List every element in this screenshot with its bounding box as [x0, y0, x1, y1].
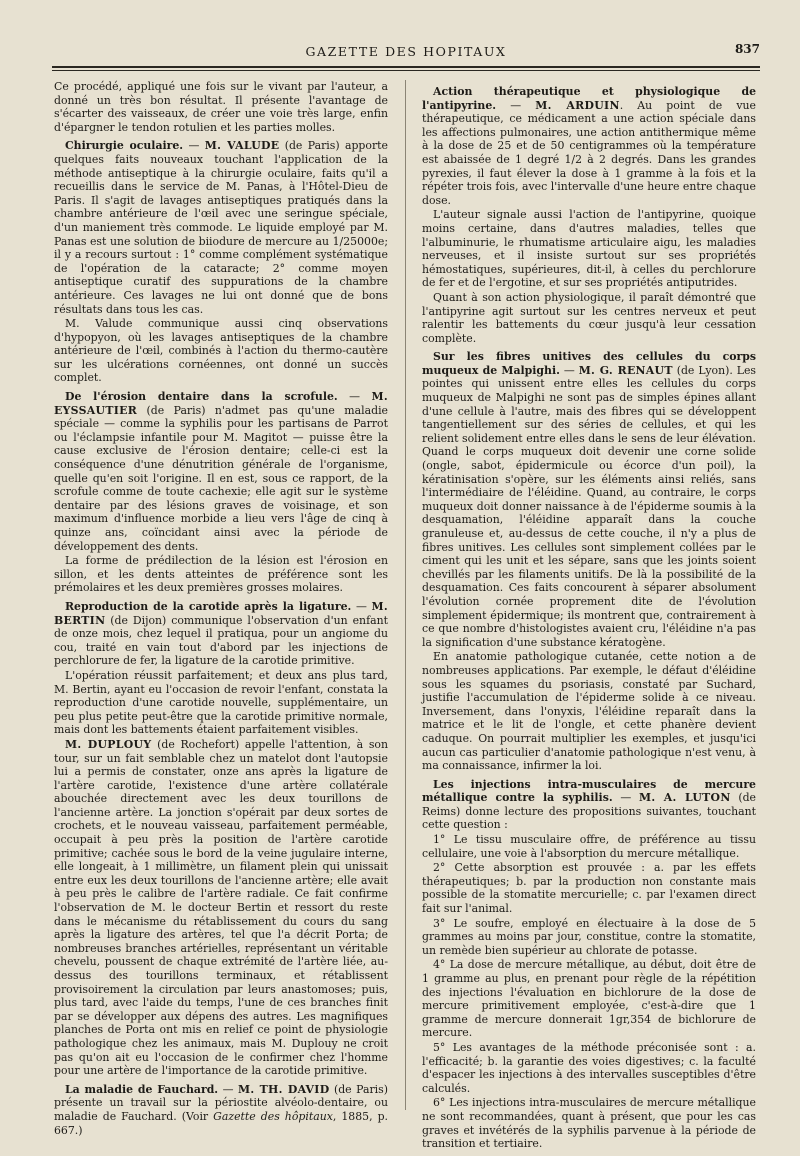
section-heading: La maladie de Fauchard.: [65, 1082, 219, 1096]
author-name: M. G. RENAUT: [578, 363, 673, 377]
paragraph-text: (de Paris) présente un travail sur la périostite alvéolo-dentaire, ou maladie de Fauchard. (Voir: [54, 1082, 388, 1123]
paragraph-text: 6° Les injections intra-musculaires de mercure métallique ne sont recommandées, quant à présent, que pour les cas graves et invétérés de la syphilis parvenue à la période de transition et tertiaire.: [422, 1096, 756, 1151]
paragraph-text: 3° Le soufre, employé en électuaire à la dose de 5 grammes au moins par jour, constitue, contre la stomatite, un remède bien supérieur au chlorate de potasse.: [422, 916, 756, 957]
paragraph: [422, 1041, 756, 1095]
paragraph: [422, 650, 756, 772]
paragraph: [422, 208, 756, 290]
paragraph: [422, 833, 756, 860]
heading-dash: —: [183, 139, 205, 153]
paragraph-text: 4° La dose de mercure métallique, au début, doit être de 1 gramme au plus, en prenant pour règle de la répétition des injections l'évaluation en bichlorure de la dose de mercure primitivement employée, c'est-à-dire que 1 gramme de mercure donnerait 1gr,354 de bichlorure de mercure.: [422, 958, 756, 1040]
right-column: [422, 80, 756, 1152]
section-paragraph: [422, 85, 756, 207]
heading-dash: —: [351, 599, 372, 613]
section-heading: Sur les fibres unitives des cellules du corps muqueux de Malpighi.: [422, 350, 756, 377]
paragraph: [54, 80, 388, 134]
heading-dash: —: [218, 1082, 239, 1096]
header-rule-thick: [52, 66, 760, 68]
paragraph: [54, 554, 388, 595]
paragraph-text: En anatomie pathologique cutanée, cette notion a de nombreuses applications. Par exemple, le défaut d'éléidine sous les squames du psoriasis, constaté par Suchard, justifie l'accumulation de l'épiderme solide à ce niveau. Inversement, dans l'onyxis, l'éléidine reparaît dans la matrice et le lit de l'ongle, et cette phanère devient caduque. On pourrait multiplier les exemples, et jusqu'ici aucun cas particulier d'anatomie pathologique n'est venu, à ma connaissance, infirmer la loi.: [422, 650, 756, 773]
paragraph: [54, 738, 388, 1078]
heading-dash: —: [496, 98, 536, 112]
paragraph-text: (de Dijon) communique l'observation d'un enfant de onze mois, chez lequel il pratiqua, pour un angiome du cou, traité en vain tout d'abord par les injections de perchlorure de fer, la ligature de la carotide primitive.: [54, 613, 388, 668]
paragraph: [422, 861, 756, 915]
paragraph-text: M. Valude communique aussi cinq observations d'hypopyon, où les lavages antiseptiques de la chambre antérieure de l'œil, combinés à l'action du thermo-cautère sur les ulcérations cornéennes, ont donné un succès complet.: [54, 317, 388, 385]
section-paragraph: [54, 600, 388, 668]
section-heading: Chirurgie oculaire.: [65, 139, 184, 153]
section-paragraph: [54, 1083, 388, 1137]
heading-dash: —: [337, 390, 372, 404]
section-heading: De l'érosion dentaire dans la scrofule.: [65, 390, 338, 404]
paragraph-text: (de Paris) n'admet pas qu'une maladie spéciale — comme la syphilis pour les partisans de Parrot ou l'éclampsie infantile pour M. Magitot — puisse être la cause exclusive de l'érosion dentaire; celle-ci est la conséquence d'une dénutrition générale de l'organisme, quelle qu'en soit l'origine. Il en est, sous ce rapport, de la scrofule comme de toute cachexie; elle agit sur le système dentaire par des lésions graves de voisinage, et son maximum d'influence morbide a lieu vers l'âge de cinq à quinze ans, coïncidant ainsi avec la période de développement des dents.: [54, 403, 388, 553]
paragraph-text: L'auteur signale aussi l'action de l'antipyrine, quoique moins certaine, dans d'autres maladies, telles que l'albuminurie, le rhumatisme articulaire aigu, les maladies nerveuses, et il insiste surtout sur ses propriétés hémostatiques, supérieures, dit-il, à celles du perchlorure de fer et de l'ergotine, et sur ses propriétés antiputrides.: [422, 208, 756, 290]
paragraph: [422, 917, 756, 958]
paragraph-text: Quant à son action physiologique, il paraît démontré que l'antipyrine agit surtout sur les centres nerveux et peut ralentir les battements du cœur jusqu'à leur cessation complète.: [422, 290, 756, 345]
author-name: M. EYSSAUTIER: [54, 390, 388, 417]
author-name: M. ARDUIN: [535, 98, 620, 112]
paragraph-text: La forme de prédilection de la lésion est l'érosion en sillon, et les dents atteintes de préférence sont les prémolaires et les deux premières grosses molaires.: [54, 554, 388, 595]
paragraph-text: (de Rochefort) appelle l'attention, à son tour, sur un fait semblable chez un matelot dont l'autopsie lui a permis de constater, onze ans après la ligature de l'artère carotide, l'existence d'une artère collatérale abouchée directement avec les deux tourillons de l'ancienne artère. La jonction s'opérait par deux sortes de crochets, et le nouveau vaisseau, parfaitement perméable, occupait à peu près la position de l'artère carotide primitive; cachée sous le bord de la veine jugulaire interne, elle longeait, à 1 millimètre, un filament plein qui unissait entre eux les deux tourillons de l'ancienne artère; elle avait à peu près le calibre de l'artère radiale. Ce fait confirme l'observation de M. le docteur Bertin et ressort du reste dans le mécanisme du rétablissement du cours du sang après la ligature des artères, tel que l'a décrit Porta; de nombreuses branches artérielles, représentant un véritable chevelu, poussent de chaque extrémité de l'artère liée, au-dessus des tourillons terminaux, et rétablissent provisoirement la circulation par leurs anastomoses; puis, plus tard, avec l'aide du temps, l'une de ces branches finit par se développer aux dépens des autres. Les magnifiques planches de Porta ont mis en relief ce point de physiologie pathologique chez les animaux, mais M. Duplouy ne croit pas qu'on ait eu l'occasion de le confirmer chez l'homme pour une artère de l'importance de la carotide primitive.: [54, 737, 388, 1078]
section-heading: Action thérapeutique et physiologique de l'antipyrine.: [422, 85, 756, 112]
section-heading: Reproduction de la carotide après la ligature.: [65, 599, 352, 613]
page-header: [52, 42, 760, 64]
author-name: M. TH. DAVID: [238, 1082, 330, 1096]
paragraph-text: (de Paris) apporte quelques faits nouveaux touchant l'application de la méthode antiseptique à la chirurgie oculaire, faits qu'il a recueillis dans le service de M. Panas, à l'Hôtel-Dieu de Paris. Il s'agit de lavages antiseptiques pratiqués dans la chambre antérieure de l'œil avec une seringue spéciale, d'un maniement très commode. Le liquide employé par M. Panas est une solution de biiodure de mercure au 1/25000e; il y a recours surtout : 1° comme complément systématique de l'opération de la cataracte; 2° comme moyen antiseptique curatif des suppurations de la chambre antérieure. Ces lavages ne lui ont donné que de bons résultats dans tous les cas.: [54, 139, 388, 316]
paragraph-text: (de Reims) donne lecture des propositions suivantes, touchant cette question :: [422, 791, 756, 832]
section-paragraph: [54, 139, 388, 316]
page-number: 837: [734, 42, 760, 56]
author-name: M. BERTIN: [54, 599, 388, 627]
paragraph: [54, 317, 388, 385]
paragraph-text: (de Lyon). Les pointes qui unissent entre elles les cellules du corps muqueux de Malpighi ne sont pas de simples épines allant d'une cellule à l'autre, mais des fibres qui se développent tangentiellement sur des séries de cellules, et qui les relient solidement entre elles dans le sens de leur élévation. Quand le corps muqueux doit devenir une corne solide (ongle, sabot, épidermicule ou écorce d'un poil), la kératinisation s'opère, sur les éléments ainsi reliés, sans l'intermédiaire de l'éléidine. Quand, au contraire, le corps muqueux doit donner naissance à de l'épiderme soumis à la desquamation, l'éléidine apparaît dans la couche granuleuse et, au-dessus de cette couche, il n'y a plus de fibres unitives. Les cellules sont simplement collées par le ciment qui les unit et les sépare, sans que les joints soient chevillés par les filaments unitifs. De là la possibilité de la desquamation. Ces faits concourent à séparer absolument l'évolution cornée proprement dite de l'évolution simplement épidermique; ils montrent que, contrairement à ce que nombre d'histologistes avaient cru, l'éléidine n'a pas la signification d'une substance kératogène.: [422, 363, 757, 649]
section-paragraph: [422, 350, 756, 649]
section-paragraph: [422, 778, 756, 832]
section-paragraph: [54, 390, 388, 553]
journal-citation: Gazette des hôpitaux: [213, 1109, 333, 1123]
column-divider: [405, 80, 406, 1110]
paragraph-text: 5° Les avantages de la méthode préconisée sont : a. l'efficacité; b. la garantie des voies digestives; c. la faculté d'espacer les injections à des intervalles susceptibles d'être calculés.: [422, 1040, 756, 1095]
running-title: GAZETTE DES HOPITAUX: [305, 44, 507, 59]
paragraph-text: . Au point de vue thérapeutique, ce médicament a une action spéciale dans les affections pulmonaires, une action antithermique même à la dose de 25 et de 50 centigrammes où la température est abaissée de 1 degré 1/2 à 2 degrés. Dans les grandes pyrexies, il faut élever la dose à 1 gramme à la fois et la répéter trois fois, avec l'intervalle d'une heure entre chaque dose.: [422, 98, 756, 207]
paragraph-text: Ce procédé, appliqué une fois sur le vivant par l'auteur, a donné un très bon résultat. Il présente l'avantage de s'écarter des vaisseaux, de créer une voie très large, enfin d'épargner le tendon rotulien et les parties molles.: [54, 80, 388, 134]
heading-dash: —: [612, 791, 639, 805]
paragraph-text: 2° Cette absorption est prouvée : a. par les effets thérapeutiques; b. par la production non constante mais possible de la stomatite mercurielle; c. par l'examen direct fait sur l'animal.: [422, 861, 756, 916]
author-name: M. VALUDE: [204, 139, 280, 153]
paragraph: [422, 1096, 756, 1150]
section-heading: Les injections intra-musculaires de mercure métallique contre la syphilis.: [422, 777, 756, 805]
citation-tail: , 1885, p. 667.): [54, 1109, 389, 1137]
paragraph: [422, 958, 756, 1040]
header-rule-thin: [52, 70, 760, 71]
paragraph: [422, 291, 756, 345]
paragraph-text: 1° Le tissu musculaire offre, de préférence au tissu cellulaire, une voie à l'absorption du mercure métallique.: [422, 833, 756, 860]
paragraph: [54, 669, 388, 737]
author-name: M. A. LUTON: [638, 791, 731, 805]
author-name: M. DUPLOUY: [65, 737, 152, 751]
heading-dash: —: [559, 363, 579, 377]
left-column: [54, 80, 388, 1138]
paragraph-text: L'opération réussit parfaitement; et deux ans plus tard, M. Bertin, ayant eu l'occasion de revoir l'enfant, constata la reproduction d'une carotide nouvelle, supplémentaire, un peu plus petite peut-être que la carotide primitive normale, mais dont les battements étaient parfaitement visibles.: [54, 668, 388, 737]
